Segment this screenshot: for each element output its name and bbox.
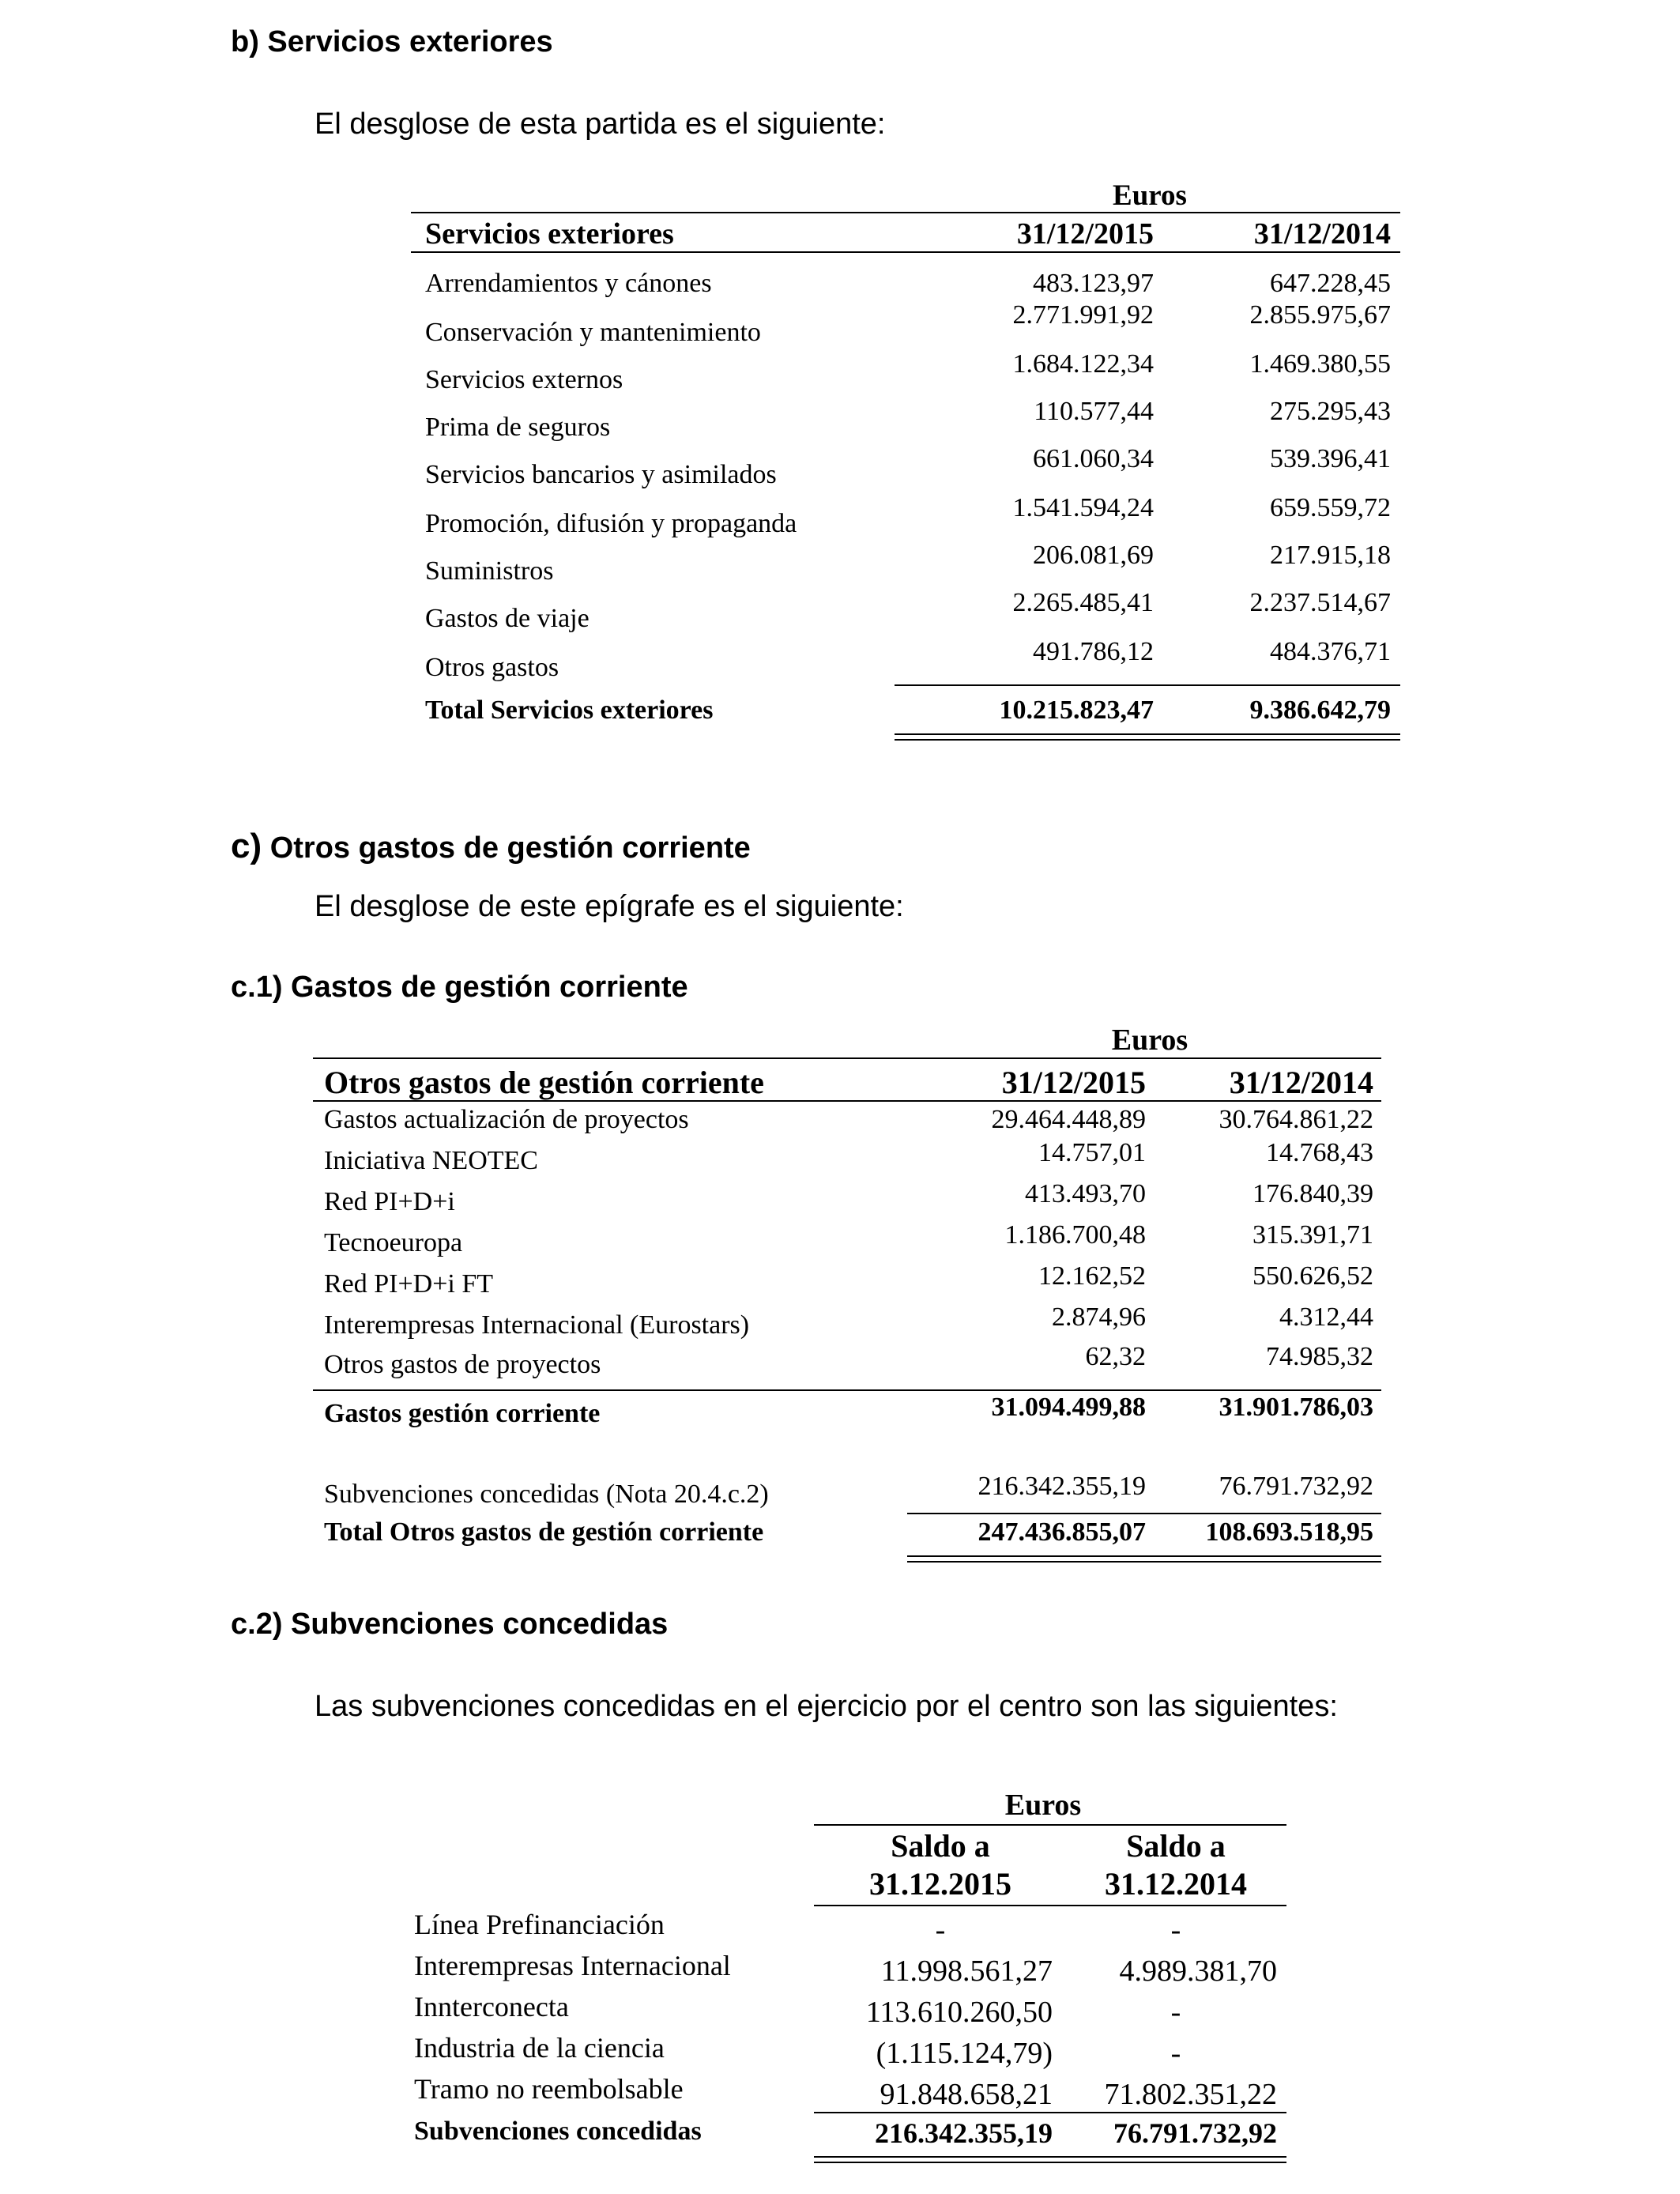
section-b-heading: b) Servicios exteriores — [231, 25, 553, 58]
row-value-2015: 413.493,70 — [1025, 1179, 1146, 1208]
section-c-heading — [231, 827, 751, 866]
row-value-2014: - — [1170, 1996, 1181, 2029]
row-value-2015: 29.464.448,89 — [991, 1105, 1146, 1134]
subtotal-top-rule — [313, 1389, 1381, 1391]
row-label: Línea Prefinanciación — [414, 1909, 665, 1940]
column-header-2015-line2: 31.12.2015 — [869, 1866, 1011, 1902]
row-value-2014: 176.840,39 — [1252, 1179, 1373, 1208]
row-value-2014: 275.295,43 — [1270, 397, 1391, 426]
total-top-rule — [895, 684, 1400, 686]
section-c2-heading: c.2) Subvenciones concedidas — [231, 1608, 669, 1641]
row-label: Interempresas Internacional — [414, 1950, 731, 1981]
row-value-2015: 113.610.260,50 — [865, 1996, 1053, 2029]
row-label: Arrendamientos y cánones — [425, 269, 712, 298]
row-label: Promoción, difusión y propaganda — [425, 509, 797, 538]
row-value-2014: 14.768,43 — [1266, 1138, 1373, 1167]
header-top-rule — [814, 1824, 1286, 1826]
subtotal-label: Gastos gestión corriente — [324, 1399, 601, 1428]
subsidies-label: Subvenciones concedidas (Nota 20.4.c.2) — [324, 1480, 769, 1509]
row-value-2014: 647.228,45 — [1270, 269, 1391, 298]
total-label: Total Servicios exteriores — [425, 696, 714, 725]
row-value-2015: 661.060,34 — [1033, 444, 1154, 473]
row-value-2014: 315.391,71 — [1252, 1220, 1373, 1250]
total-top-rule — [907, 1513, 1381, 1514]
row-label: Conservación y mantenimiento — [425, 318, 761, 347]
row-value-2015: 2.771.991,92 — [1012, 300, 1154, 330]
row-value-2015: 206.081,69 — [1033, 541, 1154, 570]
row-label: Servicios externos — [425, 365, 623, 394]
row-value-2015: 2.265.485,41 — [1012, 588, 1154, 617]
row-value-2014: 1.469.380,55 — [1249, 349, 1391, 379]
row-value-2015: 110.577,44 — [1034, 397, 1154, 426]
row-label: Industria de la ciencia — [414, 2032, 665, 2064]
total-2015: 10.215.823,47 — [999, 696, 1154, 725]
total-2014: 76.791.732,92 — [1113, 2117, 1277, 2149]
total-2015: 247.436.855,07 — [977, 1517, 1146, 1547]
currency-header: Euros — [1113, 179, 1187, 212]
row-label: Otros gastos — [425, 653, 559, 682]
row-value-2015: 11.998.561,27 — [880, 1955, 1053, 1988]
section-b-intro: El desglose de esta partida es el siguiente: — [315, 107, 886, 141]
subtotal-2014: 31.901.786,03 — [1219, 1393, 1373, 1422]
row-value-2015: 2.874,96 — [1052, 1302, 1146, 1332]
section-c-title: Otros gastos de gestión corriente — [269, 831, 751, 865]
column-header-concept: Servicios exteriores — [425, 217, 674, 251]
column-header-2014: 31/12/2014 — [1253, 217, 1391, 251]
column-header-2015: 31/12/2015 — [1016, 217, 1154, 251]
column-header-2015: 31/12/2015 — [1001, 1065, 1146, 1100]
total-double-rule — [814, 2156, 1286, 2163]
row-value-2015: 1.684.122,34 — [1012, 349, 1154, 379]
total-double-rule — [895, 733, 1400, 741]
row-label: Interempresas Internacional (Eurostars) — [324, 1310, 750, 1340]
row-value-2015: 491.786,12 — [1033, 637, 1154, 666]
row-label: Iniciativa NEOTEC — [324, 1146, 538, 1175]
currency-header: Euros — [1111, 1023, 1188, 1057]
row-value-2015: - — [935, 1913, 946, 1947]
row-label: Prima de seguros — [425, 413, 611, 442]
total-double-rule — [907, 1555, 1381, 1563]
row-label: Gastos de viaje — [425, 604, 590, 633]
total-2014: 9.386.642,79 — [1249, 696, 1391, 725]
row-value-2014: 659.559,72 — [1270, 493, 1391, 522]
section-c1-heading: c.1) Gastos de gestión corriente — [231, 971, 688, 1004]
row-label: Servicios bancarios y asimilados — [425, 460, 777, 489]
total-label: Subvenciones concedidas — [414, 2117, 702, 2146]
row-value-2015: (1.115.124,79) — [876, 2037, 1053, 2070]
currency-header: Euros — [1004, 1789, 1082, 1822]
section-c2-intro: Las subvenciones concedidas en el ejercicio por el centro son las siguientes: — [315, 1690, 1338, 1723]
row-value-2015: 62,32 — [1085, 1342, 1146, 1371]
row-label: Gastos actualización de proyectos — [324, 1105, 689, 1134]
column-header-2014: 31/12/2014 — [1229, 1065, 1373, 1100]
header-bottom-rule — [814, 1905, 1286, 1906]
header-top-rule — [313, 1057, 1381, 1059]
row-value-2014: 484.376,71 — [1270, 637, 1391, 666]
header-bottom-rule — [411, 251, 1400, 253]
row-label: Red PI+D+i FT — [324, 1269, 494, 1299]
row-label: Innterconecta — [414, 1991, 569, 2022]
row-label: Tramo no reembolsable — [414, 2073, 684, 2105]
row-value-2014: 4.312,44 — [1279, 1302, 1373, 1332]
row-value-2014: 550.626,52 — [1252, 1261, 1373, 1291]
column-header-concept: Otros gastos de gestión corriente — [324, 1065, 764, 1100]
row-value-2015: 483.123,97 — [1033, 269, 1154, 298]
column-header-2014-line1: Saldo a — [1126, 1828, 1226, 1864]
row-label: Tecnoeuropa — [324, 1228, 463, 1257]
row-value-2014: 71.802.351,22 — [1104, 2078, 1277, 2111]
row-value-2015: 1.186.700,48 — [1004, 1220, 1146, 1250]
row-value-2015: 12.162,52 — [1038, 1261, 1146, 1291]
row-value-2014: - — [1170, 2037, 1181, 2070]
total-2014: 108.693.518,95 — [1205, 1517, 1373, 1547]
column-header-2015-line1: Saldo a — [891, 1828, 990, 1864]
section-c-intro: El desglose de este epígrafe es el siguiente: — [315, 890, 904, 923]
header-bottom-rule — [313, 1100, 1381, 1102]
row-value-2015: 91.848.658,21 — [880, 2078, 1053, 2111]
row-label: Red PI+D+i — [324, 1187, 455, 1216]
section-c-prefix: c) — [231, 827, 262, 865]
row-value-2014: 2.237.514,67 — [1249, 588, 1391, 617]
row-value-2014: 539.396,41 — [1270, 444, 1391, 473]
row-value-2014: - — [1170, 1913, 1181, 1947]
subsidies-2014: 76.791.732,92 — [1219, 1472, 1373, 1501]
total-top-rule — [814, 2112, 1286, 2113]
row-value-2014: 30.764.861,22 — [1219, 1105, 1373, 1134]
row-value-2014: 2.855.975,67 — [1249, 300, 1391, 330]
row-value-2015: 14.757,01 — [1038, 1138, 1146, 1167]
header-top-rule — [411, 212, 1400, 213]
column-header-2014-line2: 31.12.2014 — [1105, 1866, 1247, 1902]
row-value-2014: 4.989.381,70 — [1119, 1955, 1277, 1988]
row-value-2014: 217.915,18 — [1270, 541, 1391, 570]
row-value-2014: 74.985,32 — [1266, 1342, 1373, 1371]
row-label: Suministros — [425, 556, 554, 586]
subsidies-2015: 216.342.355,19 — [977, 1472, 1146, 1501]
row-label: Otros gastos de proyectos — [324, 1350, 601, 1379]
row-value-2015: 1.541.594,24 — [1012, 493, 1154, 522]
subtotal-2015: 31.094.499,88 — [991, 1393, 1146, 1422]
total-2015: 216.342.355,19 — [875, 2117, 1053, 2149]
total-label: Total Otros gastos de gestión corriente — [324, 1517, 764, 1547]
